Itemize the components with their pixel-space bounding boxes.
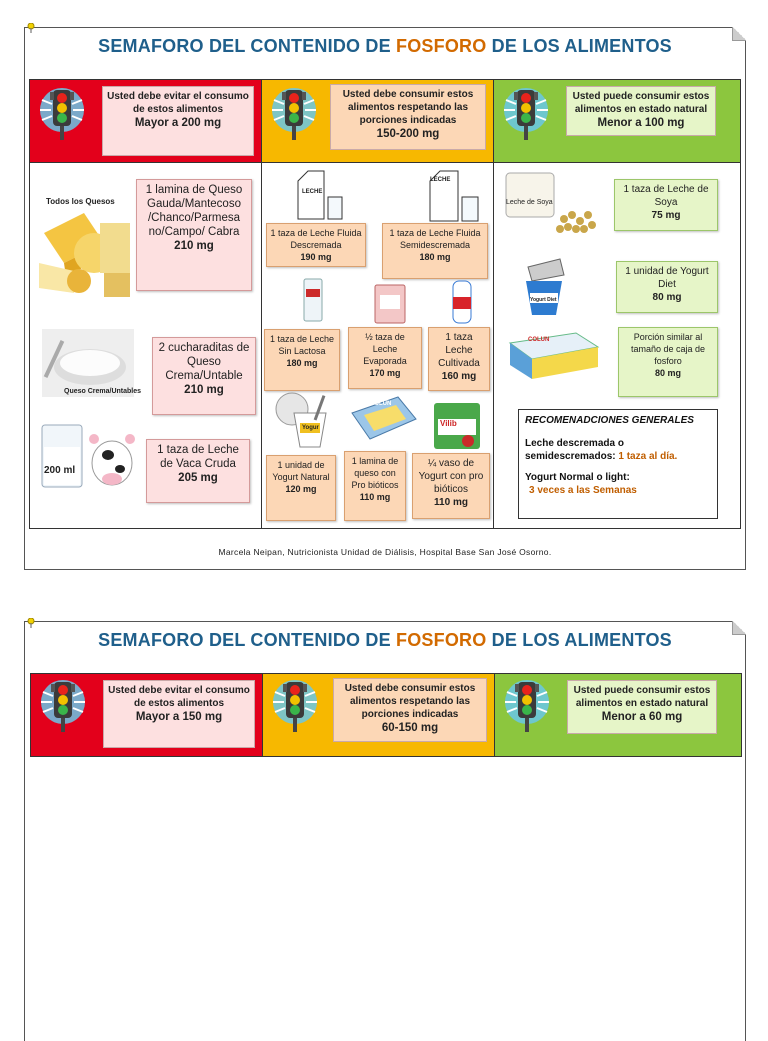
- soy-label: Leche de Soya: [506, 199, 553, 206]
- food-item: 1 taza Leche Cultivada 160 mg: [428, 327, 490, 391]
- food-item: 1 taza de Leche Fluida Descremada 190 mg: [266, 223, 366, 267]
- green-note: Usted puede consumir estos alimentos en estado natural Menor a 100 mg: [566, 86, 716, 136]
- yogurt-icon: [270, 391, 334, 449]
- traffic-light-icon: [502, 86, 550, 152]
- cheese-box-icon: [506, 329, 602, 383]
- yellow-note: Usted debe consumir estos alimentos respetando las porciones indicadas 60-150 mg: [333, 678, 487, 742]
- page-title: SEMAFORO DEL CONTENIDO DE FOSFORO DE LOS ALIMENTOS: [98, 630, 672, 650]
- green-zone: [494, 80, 740, 162]
- page-title: SEMAFORO DEL CONTENIDO DE FOSFORO DE LOS ALIMENTOS: [98, 36, 672, 56]
- food-item: 2 cucharaditas de Queso Crema/Untable 210 mg: [152, 337, 256, 415]
- red-note: Usted debe evitar el consumo de estos alimentos Mayor a 200 mg: [102, 86, 254, 156]
- yellow-zone: [262, 80, 494, 162]
- food-item: 1 taza de Leche de Soya 75 mg: [614, 179, 718, 231]
- food-item: 1 taza de Leche Fluida Semidescremada 180 mg: [382, 223, 488, 279]
- traffic-light-icon: [503, 678, 551, 744]
- sheet-2: [24, 621, 746, 1041]
- traffic-light-icon: [270, 86, 318, 152]
- yogurt-label: Yogur: [302, 425, 319, 431]
- traffic-light-icon: [38, 86, 86, 152]
- vilib-label: Vilib: [440, 419, 457, 428]
- red-zone: [31, 674, 263, 756]
- milk-cow-icon: [38, 419, 142, 497]
- sheet-1: [24, 27, 746, 570]
- general-recommendations: RECOMENADCIONES GENERALES Leche descremada o semidescremados: 1 taza al día. Yogurt Normal o light: 3 veces a las Semanas: [518, 409, 718, 519]
- carton-label: LECHE: [302, 189, 323, 195]
- green-zone: [495, 674, 741, 756]
- yellow-zone: [263, 674, 495, 756]
- food-item: 1 unidad de Yogurt Diet 80 mg: [616, 261, 718, 313]
- yellow-foods-column: [262, 163, 494, 528]
- cream-label: Queso Crema/Untables: [64, 388, 142, 395]
- food-item: ¼ vaso de Yogurt con pro bióticos 110 mg: [412, 453, 490, 519]
- milk-volume-label: 200 ml: [44, 465, 76, 476]
- cultured-milk-icon: [448, 279, 476, 325]
- traffic-light-header: [29, 79, 741, 163]
- diet-yogurt-icon: [518, 257, 570, 317]
- food-item: ½ taza de Leche Evaporada 170 mg: [348, 327, 422, 389]
- traffic-light-icon: [271, 678, 319, 744]
- green-note: Usted puede consumir estos alimentos en estado natural Menor a 60 mg: [567, 680, 717, 734]
- cheese-label: Todos los Quesos: [46, 197, 115, 206]
- green-foods-column: [494, 163, 740, 528]
- red-note: Usted debe evitar el consumo de estos alimentos Mayor a 150 mg: [103, 680, 255, 748]
- food-item: 1 taza de Leche de Vaca Cruda 205 mg: [146, 439, 250, 503]
- milk-bottle-icon: [300, 275, 326, 323]
- cream-cheese-icon: [42, 329, 134, 397]
- pin-icon: [27, 23, 35, 33]
- food-item: 1 taza de Leche Sin Lactosa 180 mg: [264, 329, 340, 391]
- food-item: 1 lamina de Queso Gauda/Mantecoso /Chanco/Parmesa no/Campo/ Cabra 210 mg: [136, 179, 252, 291]
- food-item: 1 lamina de queso con Pro bióticos 110 mg: [344, 451, 406, 521]
- evaporated-milk-icon: [372, 279, 408, 325]
- yellow-note: Usted debe consumir estos alimentos respetando las porciones indicadas 150-200 mg: [330, 84, 486, 150]
- colun-box-label: COLUN: [528, 337, 550, 343]
- diet-label: Yogurt Diet: [530, 297, 557, 303]
- red-zone: [30, 80, 262, 162]
- milk-carton-icon: [294, 169, 344, 221]
- food-item: Porción similar al tamaño de caja de fosforo 80 mg: [618, 327, 718, 397]
- carton-label: LECHE: [430, 177, 451, 183]
- pin-icon: [27, 618, 35, 628]
- traffic-light-header: [30, 673, 742, 757]
- cheese-icon: [34, 193, 134, 301]
- food-table: [29, 163, 741, 529]
- red-foods-column: [30, 163, 262, 528]
- food-item: 1 unidad de Yogurt Natural 120 mg: [266, 455, 336, 521]
- colun-label: COLUN: [370, 401, 392, 407]
- traffic-light-icon: [39, 678, 87, 744]
- footer-credit: Marcela Neipan, Nutricionista Unidad de Diálisis, Hospital Base San José Osorno.: [218, 547, 552, 557]
